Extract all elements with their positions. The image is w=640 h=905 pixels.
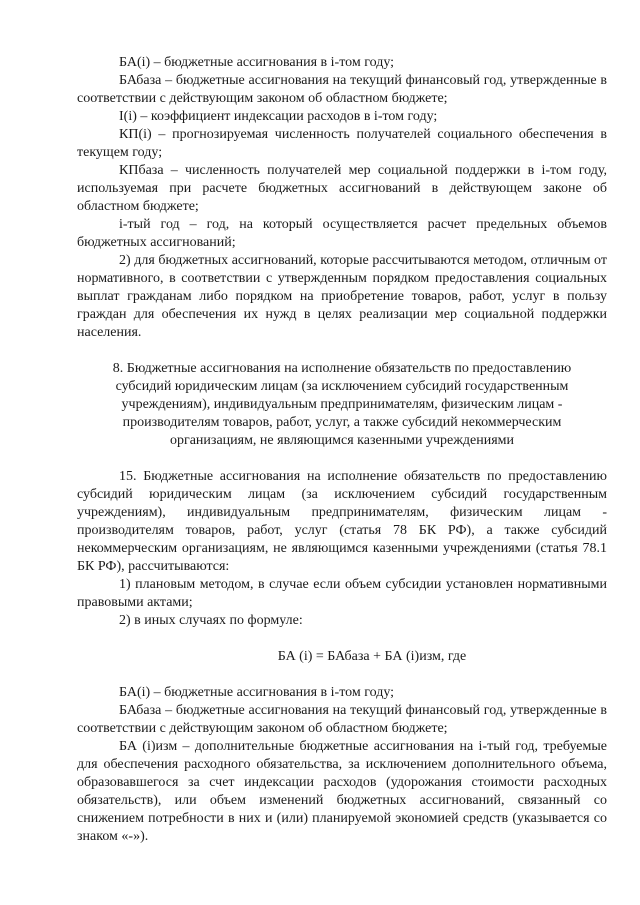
spacer [77, 666, 607, 684]
definition-ba-baza-2: БАбаза – бюджетные ассигнования на текущий финансовый год, утвержденные в соответствии с действующим законом об областном бюджете; [77, 703, 607, 736]
paragraph-15: 15. Бюджетные ассигнования на исполнение обязательств по предоставлению субсидий юридическим лицам (за исключением субсидий государственным учреждениям), индивидуальным предпринимателям, физическим лицам - производителям товаров, работ, услуг (статья 78 БК РФ), а также субсидий некоммерческим организациям, не являющимся казенными учреждениями (статья 78.1 БК РФ), рассчитываются: [77, 469, 607, 574]
definition-i-year: i-тый год – год, на который осуществляется расчет предельных объемов бюджетных ассигнований; [77, 217, 607, 250]
spacer [77, 342, 607, 360]
definition-ba-i-2: БА(i) – бюджетные ассигнования в i-том году; [119, 685, 395, 700]
definition-ba-izm: БА (i)изм – дополнительные бюджетные ассигнования на i-тый год, требуемые для обеспечения расходного обязательства, за исключением дополнительного объема, образовавшегося за счет индексации расходов (удорожания стоимости расходных обязательств), или объем изменений бюджетных ассигнований, связанный со снижением потребности в них и (или) планируемой экономией средств (указывается со знаком «-»). [77, 739, 607, 844]
definition-ba-i: БА(i) – бюджетные ассигнования в i-том году; [119, 55, 395, 70]
definition-ba-baza: БАбаза – бюджетные ассигнования на текущий финансовый год, утвержденные в соответствии с действующим законом об областном бюджете; [77, 73, 607, 106]
item-2-formula-intro: 2) в иных случаях по формуле: [119, 613, 303, 628]
formula: БА (i) = БАбаза + БА (i)изм, где [277, 649, 467, 664]
document-body [77, 54, 607, 846]
definition-i-coefficient: I(i) – коэффициент индексации расходов в i-том году; [119, 109, 438, 124]
definition-kp-i: КП(i) – прогнозируемая численность получателей социального обеспечения в текущем году; [77, 127, 607, 160]
item-1-planned-method: 1) плановым методом, в случае если объем субсидии установлен нормативными правовыми актами; [77, 577, 607, 610]
definition-kp-baza: КПбаза – численность получателей мер социальной поддержки в i-том году, используемая при расчете бюджетных ассигнований в действующем законе об областном бюджете; [77, 163, 607, 214]
item-2-nonnormative: 2) для бюджетных ассигнований, которые рассчитываются методом, отличным от нормативного, в соответствии с утвержденным порядком предоставления социальных выплат гражданам либо порядком на приобретение товаров, работ, услуг в пользу граждан для обеспечения их нужд в целях реализации мер социальной поддержки населения. [77, 253, 607, 340]
section-heading: 8. Бюджетные ассигнования на исполнение обязательств по предоставлению субсидий юридическим лицам (за исключением субсидий государственным учреждениям), индивидуальным предпринимателям, физическим лицам - производителям товаров, работ, услуг, а также субсидий некоммерческим организациям, не являющимся казенными учреждениями [112, 361, 572, 448]
spacer [77, 450, 607, 468]
spacer [77, 630, 607, 648]
